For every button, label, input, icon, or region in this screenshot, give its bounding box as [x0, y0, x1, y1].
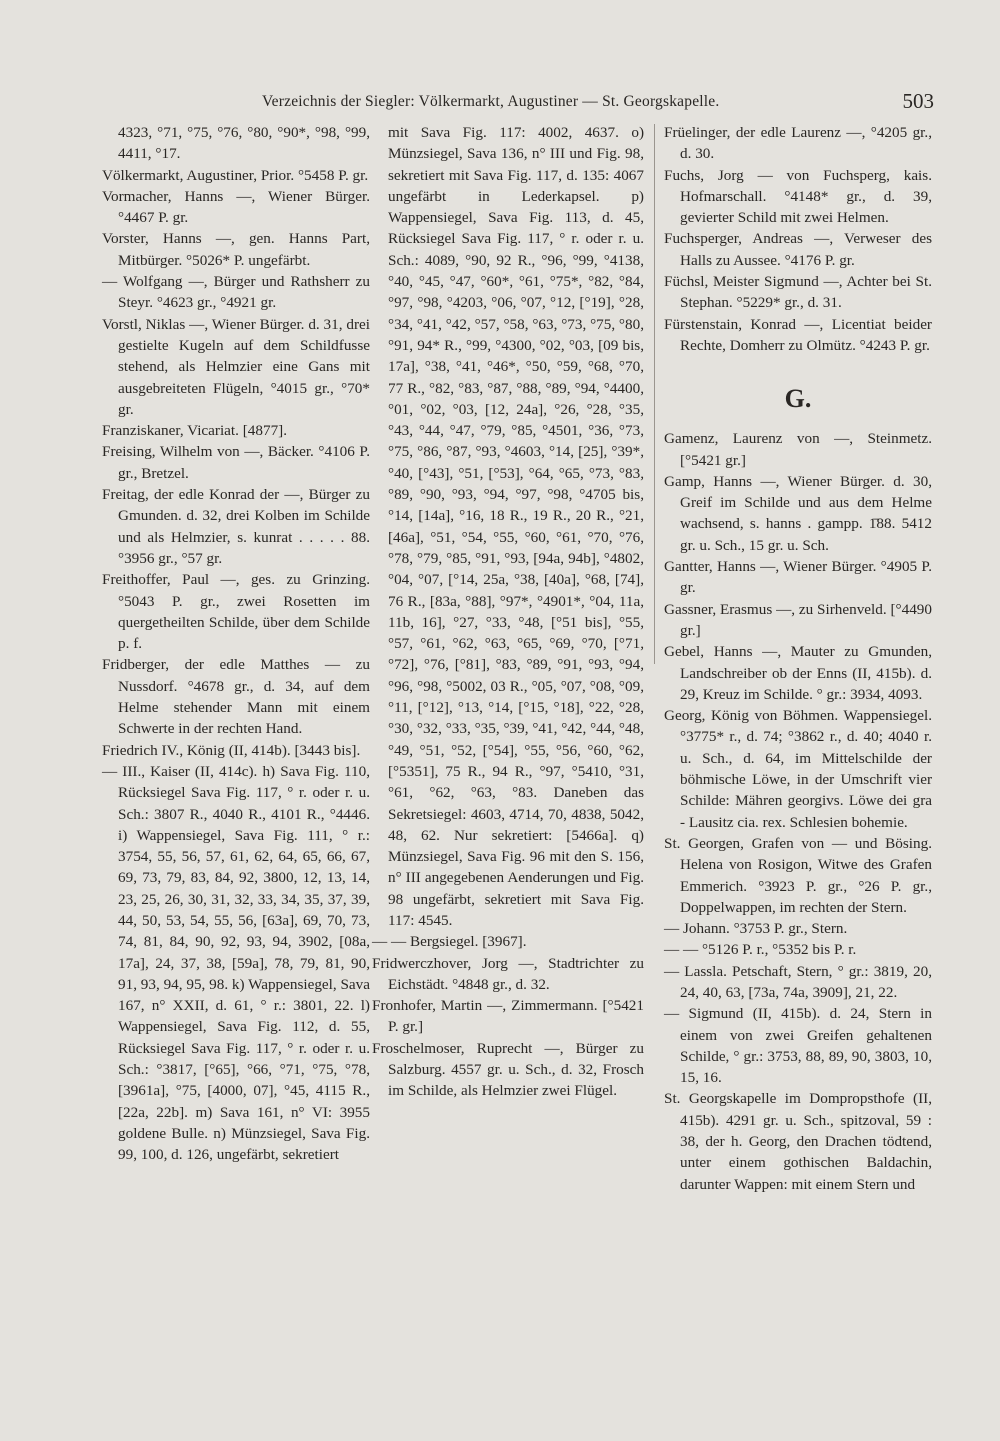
entry: mit Sava Fig. 117: 4002, 4637. o) Münzsiegel, Sava 136, n° III und Fig. 98, sekretiert mit Sava Fig. 117, d. 135: 4067 ungefärbt in Lederkapsel. p) Wappensiegel, Sava Fig. 113, d. 45, Rücksiegel Sava Fig. 117, ° r. oder r. u. Sch.: 4089, °90, 92 R., °96, °99, °4138, °40, °45, °47, °60*, °61, °75*, °82, °84, °97, °98, °4203, °06, °07, °12, [°19], °28, °34, °41, °42, °57, °58, °63, °73, °75, °80, °91, 94* R., °99, °4300, °02, °03, [09 bis, 17a], °38, °41, °46*, °50, °59, °68, °70, 77 R., °82, °83, °87, °88, °89, °94, °4400, °01, °02, °03, [12, 24a], °26, °28, °35, °43, °44, °47, °79, °85, °4501, °36, °73, °75, °86, °87, °93, °4603, °14, [25], °39*, °40, [°43], °51, [°53], °64, °65, °73, °83, °89, °90, °93, °94, °97, °98, °4705 bis, °14, [14a], °16, 18 R., 19 R., 20 R., °21, [46a], °51, °54, °55, °60, °61, °70, °76, °78, °79, °85, °91, °93, [94a, 94b], °4802, °04, °07, [°14, 25a, °38, [40a], °68, [74], 76 R., [83a, °88], °97*, °4901*, °04, 11a, 11b, 16], °27, °33, °48, [°51 bis], °55, °57, °61, °62, °63, °65, °69, °70, [°71, °72], °76, [°81], °83, °89, °91, °93, °94, °96, °98, °5002, 03 R., °05, °07, °08, °09, °11, [°12], °13, °14, [°15, °18], °22, °28, °30, °32, °33, °35, °39, °41, °42, °44, °48, °49, °51, °52, [°54], °55, °56, °60, °62, [°5351], 75 R., 94 R., °97, °5410, °31, °61, °62, °63, °83. Daneben das Sekretsiegel: 4603, 4714, 70, 4838, 5042, 48, 62. Nur sekretiert: [5466a]. q) Münzsiegel, Sava Fig. 96 mit den S. 156, n° III angegebenen Aenderungen und Fig. 98 ungefärbt, sekretiert mit Sava Fig. 117: 4545.	[388, 124, 644, 929]
entry: — — °5126 P. r., °5352 bis P. r.	[664, 941, 857, 959]
entry: Füchsl, Meister Sigmund —, Achter bei St. Stephan. °5229* gr., d. 31.	[664, 273, 932, 312]
entry: Fridwerczhover, Jorg —, Stadtrichter zu Eichstädt. °4848 gr., d. 32.	[372, 954, 644, 993]
entry: Froschelmoser, Ruprecht —, Bürger zu Salzburg. 4557 gr. u. Sch., d. 32, Frosch im Schilde, als Helmzier zwei Flügel.	[372, 1039, 644, 1100]
entry: Gebel, Hanns —, Mauter zu Gmunden, Landschreiber ob der Enns (II, 415b). d. 29, Kreuz im Schilde. ° gr.: 3934, 4093.	[664, 643, 932, 703]
entry: Fridberger, der edle Matthes — zu Nussdorf. °4678 gr., d. 34, auf dem Helme stehender Mann mit einem Schwerte in der rechten Hand.	[102, 656, 370, 738]
entry: Gassner, Erasmus —, zu Sirhenveld. [°4490 gr.]	[664, 600, 932, 639]
entry: — Sigmund (II, 415b). d. 24, Stern in einem von zwei Greifen gehaltenen Schilde, ° gr.: 3753, 88, 89, 90, 3803, 10, 15, 16.	[664, 1005, 932, 1087]
entry: — Johann. °3753 P. gr., Stern.	[664, 920, 848, 938]
entry: — Wolfgang —, Bürger und Rathsherr zu Steyr. °4623 gr., °4921 gr.	[102, 273, 370, 312]
entry: Vorster, Hanns —, gen. Hanns Part, Mitbürger. °5026* P. ungefärbt.	[102, 230, 370, 269]
entry: Gantter, Hanns —, Wiener Bürger. °4905 P. gr.	[664, 558, 932, 597]
running-title: Verzeichnis der Siegler: Völkermarkt, Augustiner — St. Georgskapelle.	[262, 93, 720, 110]
entry: Vormacher, Hanns —, Wiener Bürger. °4467 P. gr.	[102, 187, 370, 227]
column-rule	[654, 124, 655, 664]
entry: Völkermarkt, Augustiner, Prior. °5458 P. gr.	[102, 166, 369, 184]
entry: St. Georgen, Grafen von — und Bösing. Helena von Rosigon, Witwe des Grafen Emmerich. °3923 P. gr., °26 P. gr., Doppelwappen, im rechten der Stern.	[664, 834, 932, 916]
column-left	[102, 122, 370, 1166]
column-right	[664, 122, 932, 1195]
entry: Fürstenstain, Konrad —, Licentiat beider Rechte, Domherr zu Olmütz. °4243 P. gr.	[664, 315, 932, 354]
entry: Freithoffer, Paul —, ges. zu Grinzing. °5043 P. gr., zwei Rosetten im quergetheilten Schilde, über dem Schilde p. f.	[102, 571, 370, 653]
entry: St. Georgskapelle im Dompropsthofe (II, 415b). 4291 gr. u. Sch., spitzoval, 59 : 38, der h. Georg, den Drachen tödtend, unter einem gothischen Baldachin, darunter Wappen: mit einem Stern und	[664, 1090, 932, 1193]
entry: Fronhofer, Martin —, Zimmermann. [°5421 P. gr.]	[372, 997, 644, 1036]
entry: Fuchs, Jorg — von Fuchsperg, kais. Hofmarschall. °4148* gr., d. 39, gevierter Schild mit zwei Helmen.	[664, 166, 932, 227]
running-header	[262, 91, 934, 117]
entry: — III., Kaiser (II, 414c). h) Sava Fig. 110, Rücksiegel Sava Fig. 117, ° r. oder r. u. Sch.: 3807 R., 4040 R., 4101 R., °4446. i) Wappensiegel, Sava Fig. 111, ° r.: 3754, 55, 56, 57, 61, 62, 64, 65, 66, 67, 69, 73, 79, 83, 84, 92, 3800, 12, 13, 14, 23, 25, 26, 30, 31, 32, 33, 34, 35, 37, 39, 44, 50, 53, 54, 55, 56, [63a], 69, 70, 73, 74, 81, 84, 90, 92, 93, 94, 3902, [08a, 17a], 24, 37, 38, [59a], 78, 79, 81, 90, 91, 93, 94, 95, 98. k) Wappensiegel, Sava 167, n° XXII, d. 61, ° r.: 3801, 22. l) Wappensiegel, Sava Fig. 112, d. 55, Rücksiegel Sava Fig. 117, ° r. oder r. u. Sch.: °3817, [°65], °66, °71, °75, °78, [3961a], °75, [4000, 07], °45, 4115 R., [22a, 22b]. m) Sava 161, n° VI: 3955 goldene Bulle. n) Münzsiegel, Sava Fig. 99, 100, d. 126, ungefärbt, sekretiert	[102, 762, 371, 1164]
page-number: 503	[902, 89, 934, 113]
entry: Georg, König von Böhmen. Wappensiegel. °3775* r., d. 74; °3862 r., d. 40; 4040 r. u. Sch., d. 64, im Mittelschilde der böhmische Löwe, in der Umschrift vier Schilde: Mähren georgivs. Löwe dei gra - Lausitz cia. rex. Schlesien bohemie.	[664, 707, 932, 831]
section-letter: G.	[784, 384, 812, 414]
column-middle	[372, 122, 644, 1102]
entry: 4323, °71, °75, °76, °80, °90*, °98, °99, 4411, °17.	[118, 124, 370, 163]
entry: Gamp, Hanns —, Wiener Bürger. d. 30, Greif im Schilde und aus dem Helme wachsend, s. hanns . gampp. 1̄88. 5412 gr. u. Sch., 15 gr. u. Sch.	[664, 472, 932, 554]
entry: Vorstl, Niklas —, Wiener Bürger. d. 31, drei gestielte Kugeln auf dem Schildfusse stehend, als Helmzier eine Gans mit ausgebreiteten Flügeln, °4015 gr., °70* gr.	[102, 315, 370, 418]
entry: Freitag, der edle Konrad der —, Bürger zu Gmunden. d. 32, drei Kolben im Schilde und als Helmzier, s. kunrat . . . . . 88. °3956 gr., °57 gr.	[102, 486, 370, 567]
entry: Gamenz, Laurenz von —, Steinmetz. [°5421 gr.]	[664, 430, 932, 469]
entry: Friedrich IV., König (II, 414b). [3443 bis].	[102, 741, 361, 759]
entry: Fuchsperger, Andreas —, Verweser des Halls zu Aussee. °4176 P. gr.	[664, 230, 932, 269]
entry: — Lassla. Petschaft, Stern, ° gr.: 3819, 20, 24, 40, 63, [73a, 74a, 3909], 21, 22.	[664, 962, 932, 1001]
entry: — — Bergsiegel. [3967].	[372, 933, 527, 951]
entry: Franziskaner, Vicariat. [4877].	[102, 422, 288, 440]
entry: Früelinger, der edle Laurenz —, °4205 gr., d. 30.	[664, 124, 932, 163]
entry: Freising, Wilhelm von —, Bäcker. °4106 P. gr., Bretzel.	[102, 443, 370, 482]
